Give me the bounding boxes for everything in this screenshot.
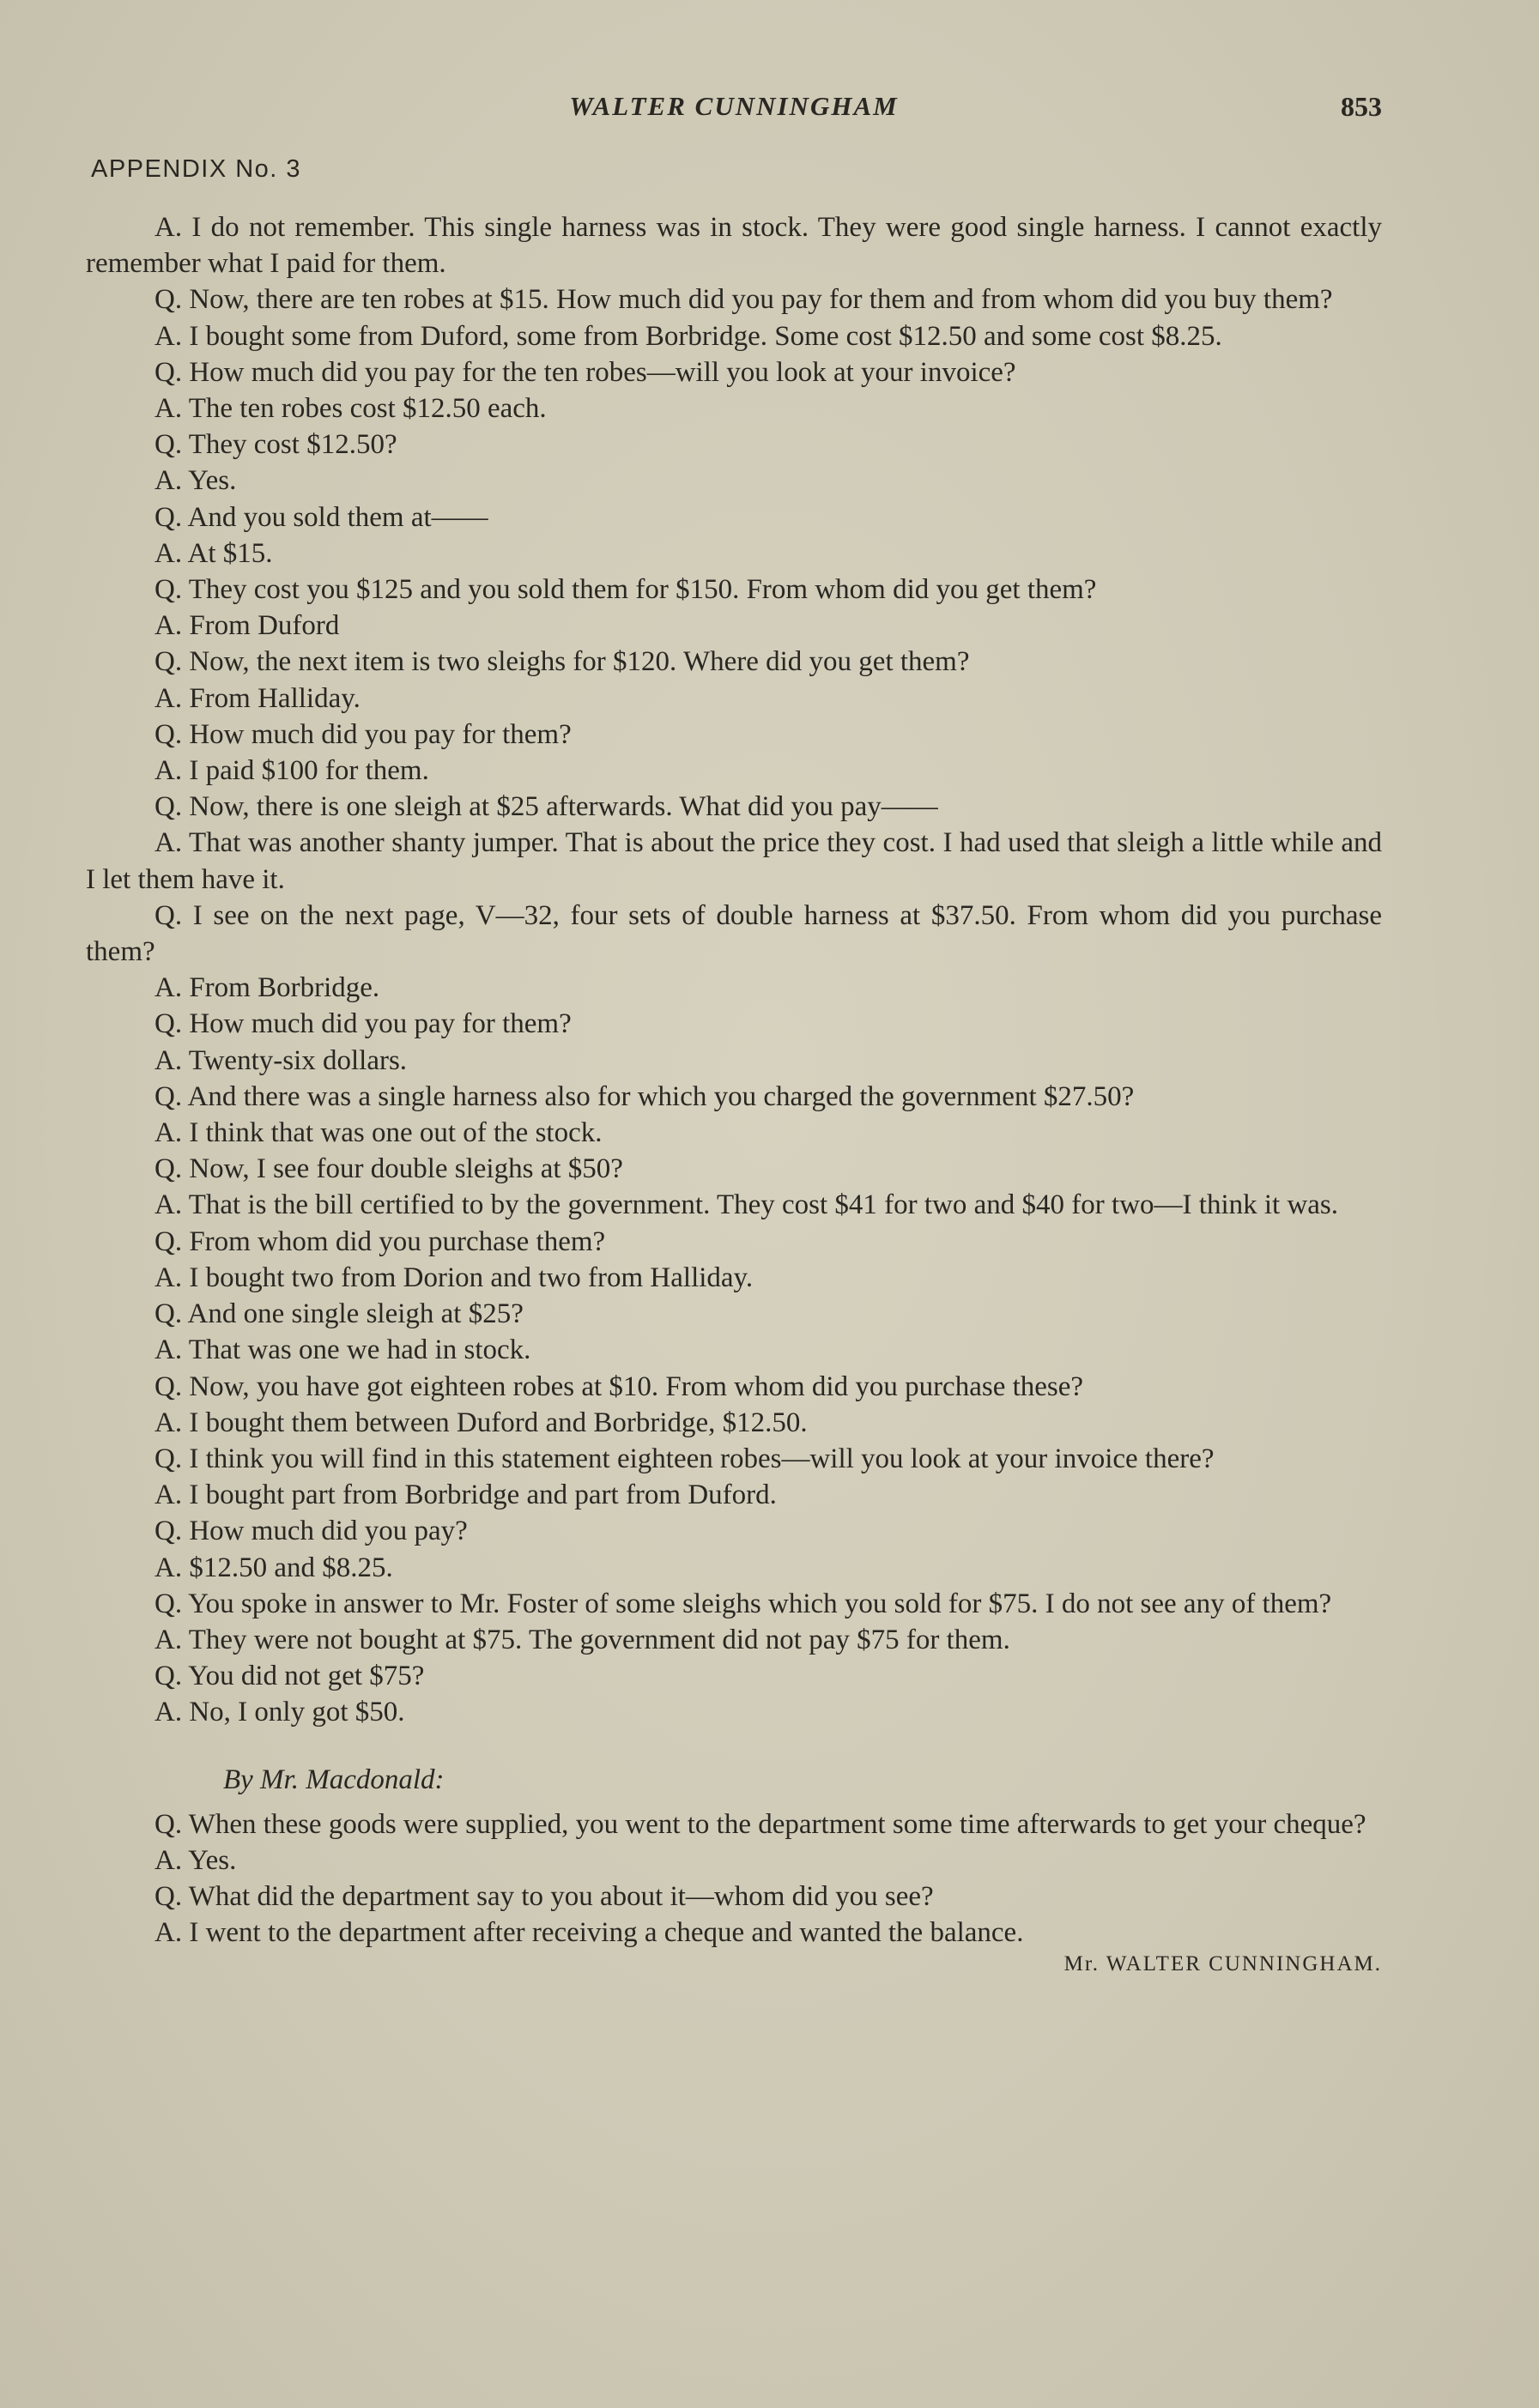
testimony-paragraph: Q. And there was a single harness also for which you charged the government $27.50? [155,1080,1135,1112]
examiner-subheading: By Mr. Macdonald: [223,1764,445,1795]
testimony-paragraph: A. I bought two from Dorion and two from Halliday. [155,1261,754,1293]
testimony-paragraph: Q. From whom did you purchase them? [155,1225,606,1257]
testimony-paragraph: A. That was one we had in stock. [155,1334,531,1366]
testimony-paragraph: A. Yes. [155,465,237,497]
testimony-paragraph: Q. They cost you $125 and you sold them for $150. From whom did you get them? [155,574,1097,606]
testimony-paragraph: A. They were not bought at $75. The government did not pay $75 for them. [155,1624,1010,1655]
testimony-paragraph: A. I went to the department after receiving a cheque and wanted the balance. [155,1917,1024,1949]
testimony-paragraph: A. I bought part from Borbridge and part from Duford. [155,1479,777,1511]
testimony-paragraph: A. No, I only got $50. [155,1697,405,1728]
testimony-paragraph: Q. How much did you pay for them? [155,1008,572,1040]
testimony-paragraph: Q. They cost $12.50? [155,429,397,461]
testimony-paragraph: Q. I see on the next page, V—32, four sets of double harness at $37.50. From whom did you purchase them? [86,899,1382,968]
testimony-paragraph: Q. I think you will find in this statement eighteen robes—will you look at your invoice there? [155,1443,1215,1474]
testimony-paragraphs-continued [86,1806,1382,1951]
testimony-paragraph: Q. Now, there are ten robes at $15. How much did you pay for them and from whom did you buy them? [155,284,1333,316]
testimony-paragraph: Q. How much did you pay for them? [155,718,572,750]
testimony-paragraph: Q. You spoke in answer to Mr. Foster of some sleighs which you sold for $75. I do not see any of them? [155,1588,1332,1619]
testimony-paragraphs [86,209,1382,1731]
testimony-paragraph: Q. And one single sleigh at $25? [155,1298,524,1330]
testimony-paragraph: Q. When these goods were supplied, you went to the department some time afterwards to get your cheque? [155,1808,1366,1840]
testimony-paragraph: A. Yes. [155,1844,237,1876]
witness-signature: Mr. WALTER CUNNINGHAM. [1063,1951,1382,1975]
testimony-paragraph: Q. You did not get $75? [155,1661,425,1692]
testimony-paragraph: Q. Now, the next item is two sleighs for $120. Where did you get them? [155,646,970,678]
testimony-paragraph: A. At $15. [155,537,273,569]
running-header [86,91,1382,129]
testimony-paragraph: A. Twenty-six dollars. [155,1044,408,1076]
testimony-paragraph: Q. What did the department say to you about it—whom did you see? [155,1881,934,1913]
testimony-paragraph: Q. How much did you pay for the ten robes—will you look at your invoice? [155,356,1016,388]
testimony-paragraph: A. I bought them between Duford and Borbridge, $12.50. [155,1407,808,1438]
testimony-paragraph: Q. How much did you pay? [155,1516,468,1547]
testimony-paragraph: A. I paid $100 for them. [155,755,429,787]
testimony-paragraph: A. From Halliday. [155,682,361,714]
appendix-label: APPENDIX No. 3 [91,155,302,183]
testimony-paragraph: A. That is the bill certified to by the government. They cost $41 for two and $40 for two—I think it was. [155,1189,1339,1221]
testimony-paragraph: A. That was another shanty jumper. That is about the price they cost. I had used that sleigh a little while and I let them have it. [86,827,1382,895]
running-title: WALTER CUNNINGHAM [569,91,899,121]
testimony-paragraph: A. From Borbridge. [155,972,380,1004]
testimony-paragraph: Q. Now, I see four double sleighs at $50? [155,1153,623,1185]
testimony-paragraph: A. I do not remember. This single harness was in stock. They were good single harness. I cannot exactly remember what I paid for them. [86,212,1382,280]
testimony-paragraph: A. The ten robes cost $12.50 each. [155,393,547,425]
testimony-paragraph: A. I think that was one out of the stock. [155,1117,603,1149]
testimony-paragraph: Q. Now, you have got eighteen robes at $10. From whom did you purchase these? [155,1370,1084,1402]
page-number: 853 [1341,91,1382,122]
testimony-body [86,209,1382,1977]
testimony-paragraph: A. From Duford [155,610,340,642]
testimony-paragraph: A. $12.50 and $8.25. [155,1552,393,1583]
testimony-paragraph: Q. And you sold them at—— [155,501,488,533]
testimony-paragraph: Q. Now, there is one sleigh at $25 afterwards. What did you pay—— [155,791,938,823]
testimony-paragraph: A. I bought some from Duford, some from Borbridge. Some cost $12.50 and some cost $8.25. [155,320,1222,352]
